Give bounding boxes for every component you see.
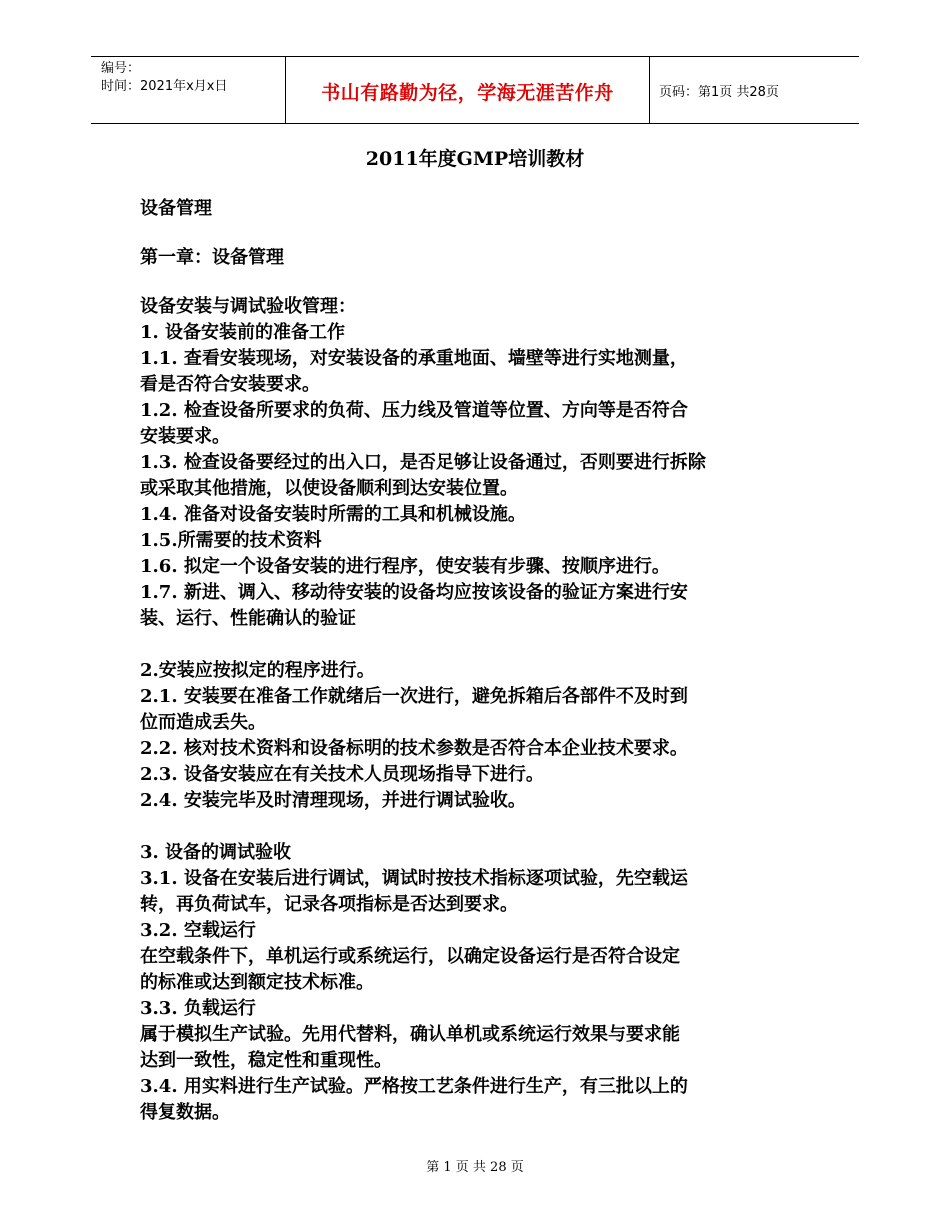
body-line: 达到一致性，稳定性和重现性。 — [140, 1050, 392, 1071]
body-line: 2.4. 安装完毕及时清理现场，并进行调试验收。 — [140, 790, 526, 811]
body-line: 在空载条件下，单机运行或系统运行，以确定设备运行是否符合设定 — [140, 946, 680, 967]
body-line: 2.1. 安装要在准备工作就绪后一次进行，避免拆箱后各部件不及时到 — [140, 686, 688, 707]
body-line: 看是否符合安装要求。 — [140, 374, 320, 395]
body-line: 装、运行、性能确认的验证 — [140, 608, 356, 629]
body-line: 1.3. 检查设备要经过的出入口，是否足够让设备通过，否则要进行拆除 — [140, 452, 706, 473]
body-line: 1.2. 检查设备所要求的负荷、压力线及管道等位置、方向等是否符合 — [140, 400, 688, 421]
body-line: 1.7. 新进、调入、移动待安装的设备均应按该设备的验证方案进行安 — [140, 582, 688, 603]
blank-line — [140, 814, 820, 840]
body-line: 2.安装应按拟定的程序进行。 — [140, 660, 375, 681]
header-motto-cell — [285, 57, 650, 123]
body-line: 安装要求。 — [140, 426, 230, 447]
page-info: 页码：第1页 共28页 — [659, 85, 779, 100]
body-line: 3.1. 设备在安装后进行调试，调试时按技术指标逐项试验，先空载运 — [140, 868, 688, 889]
motto-text: 书山有路勤为径，学海无涯苦作舟 — [321, 82, 614, 104]
body-line: 或采取其他措施，以使设备顺利到达安装位置。 — [140, 478, 518, 499]
body-line: 位而造成丢失。 — [140, 712, 266, 733]
header-info-cell — [91, 57, 285, 123]
body-line: 3. 设备的调试验收 — [140, 842, 292, 863]
body-line: 3.2. 空载运行 — [140, 920, 256, 941]
body-line: 1.1. 查看安装现场，对安装设备的承重地面、墙壁等进行实地测量， — [140, 348, 688, 369]
body-text — [140, 294, 820, 1126]
section-heading-equipment: 设备管理 — [140, 198, 212, 219]
body-line: 转，再负荷试车，记录各项指标是否达到要求。 — [140, 894, 518, 915]
body-line: 3.3. 负载运行 — [140, 998, 256, 1019]
body-line: 2.3. 设备安装应在有关技术人员现场指导下进行。 — [140, 764, 544, 785]
body-line: 设备安装与调试验收管理： — [140, 296, 356, 317]
time-label: 时间：2021年x月x日 — [101, 79, 228, 94]
page-header — [91, 56, 859, 124]
document-title: 2011年度GMP培训教材 — [365, 148, 585, 170]
page-footer: 第 1 页 共 28 页 — [426, 1160, 524, 1175]
body-line: 属于模拟生产试验。先用代替料，确认单机或系统运行效果与要求能 — [140, 1024, 680, 1045]
body-line: 1.6. 拟定一个设备安装的进行程序，使安装有步骤、按顺序进行。 — [140, 556, 670, 577]
header-page-cell — [649, 57, 859, 123]
blank-line — [140, 632, 820, 658]
body-line: 的标准或达到额定技术标准。 — [140, 972, 374, 993]
number-label: 编号： — [101, 61, 141, 76]
body-line: 1. 设备安装前的准备工作 — [140, 322, 346, 343]
body-line: 1.5.所需要的技术资料 — [140, 530, 322, 551]
chapter-heading: 第一章：设备管理 — [140, 247, 284, 268]
body-line: 3.4. 用实料进行生产试验。严格按工艺条件进行生产，有三批以上的 — [140, 1076, 688, 1097]
body-line: 2.2. 核对技术资料和设备标明的技术参数是否符合本企业技术要求。 — [140, 738, 688, 759]
body-line: 1.4. 准备对设备安装时所需的工具和机械设施。 — [140, 504, 526, 525]
body-line: 得复数据。 — [140, 1102, 230, 1123]
